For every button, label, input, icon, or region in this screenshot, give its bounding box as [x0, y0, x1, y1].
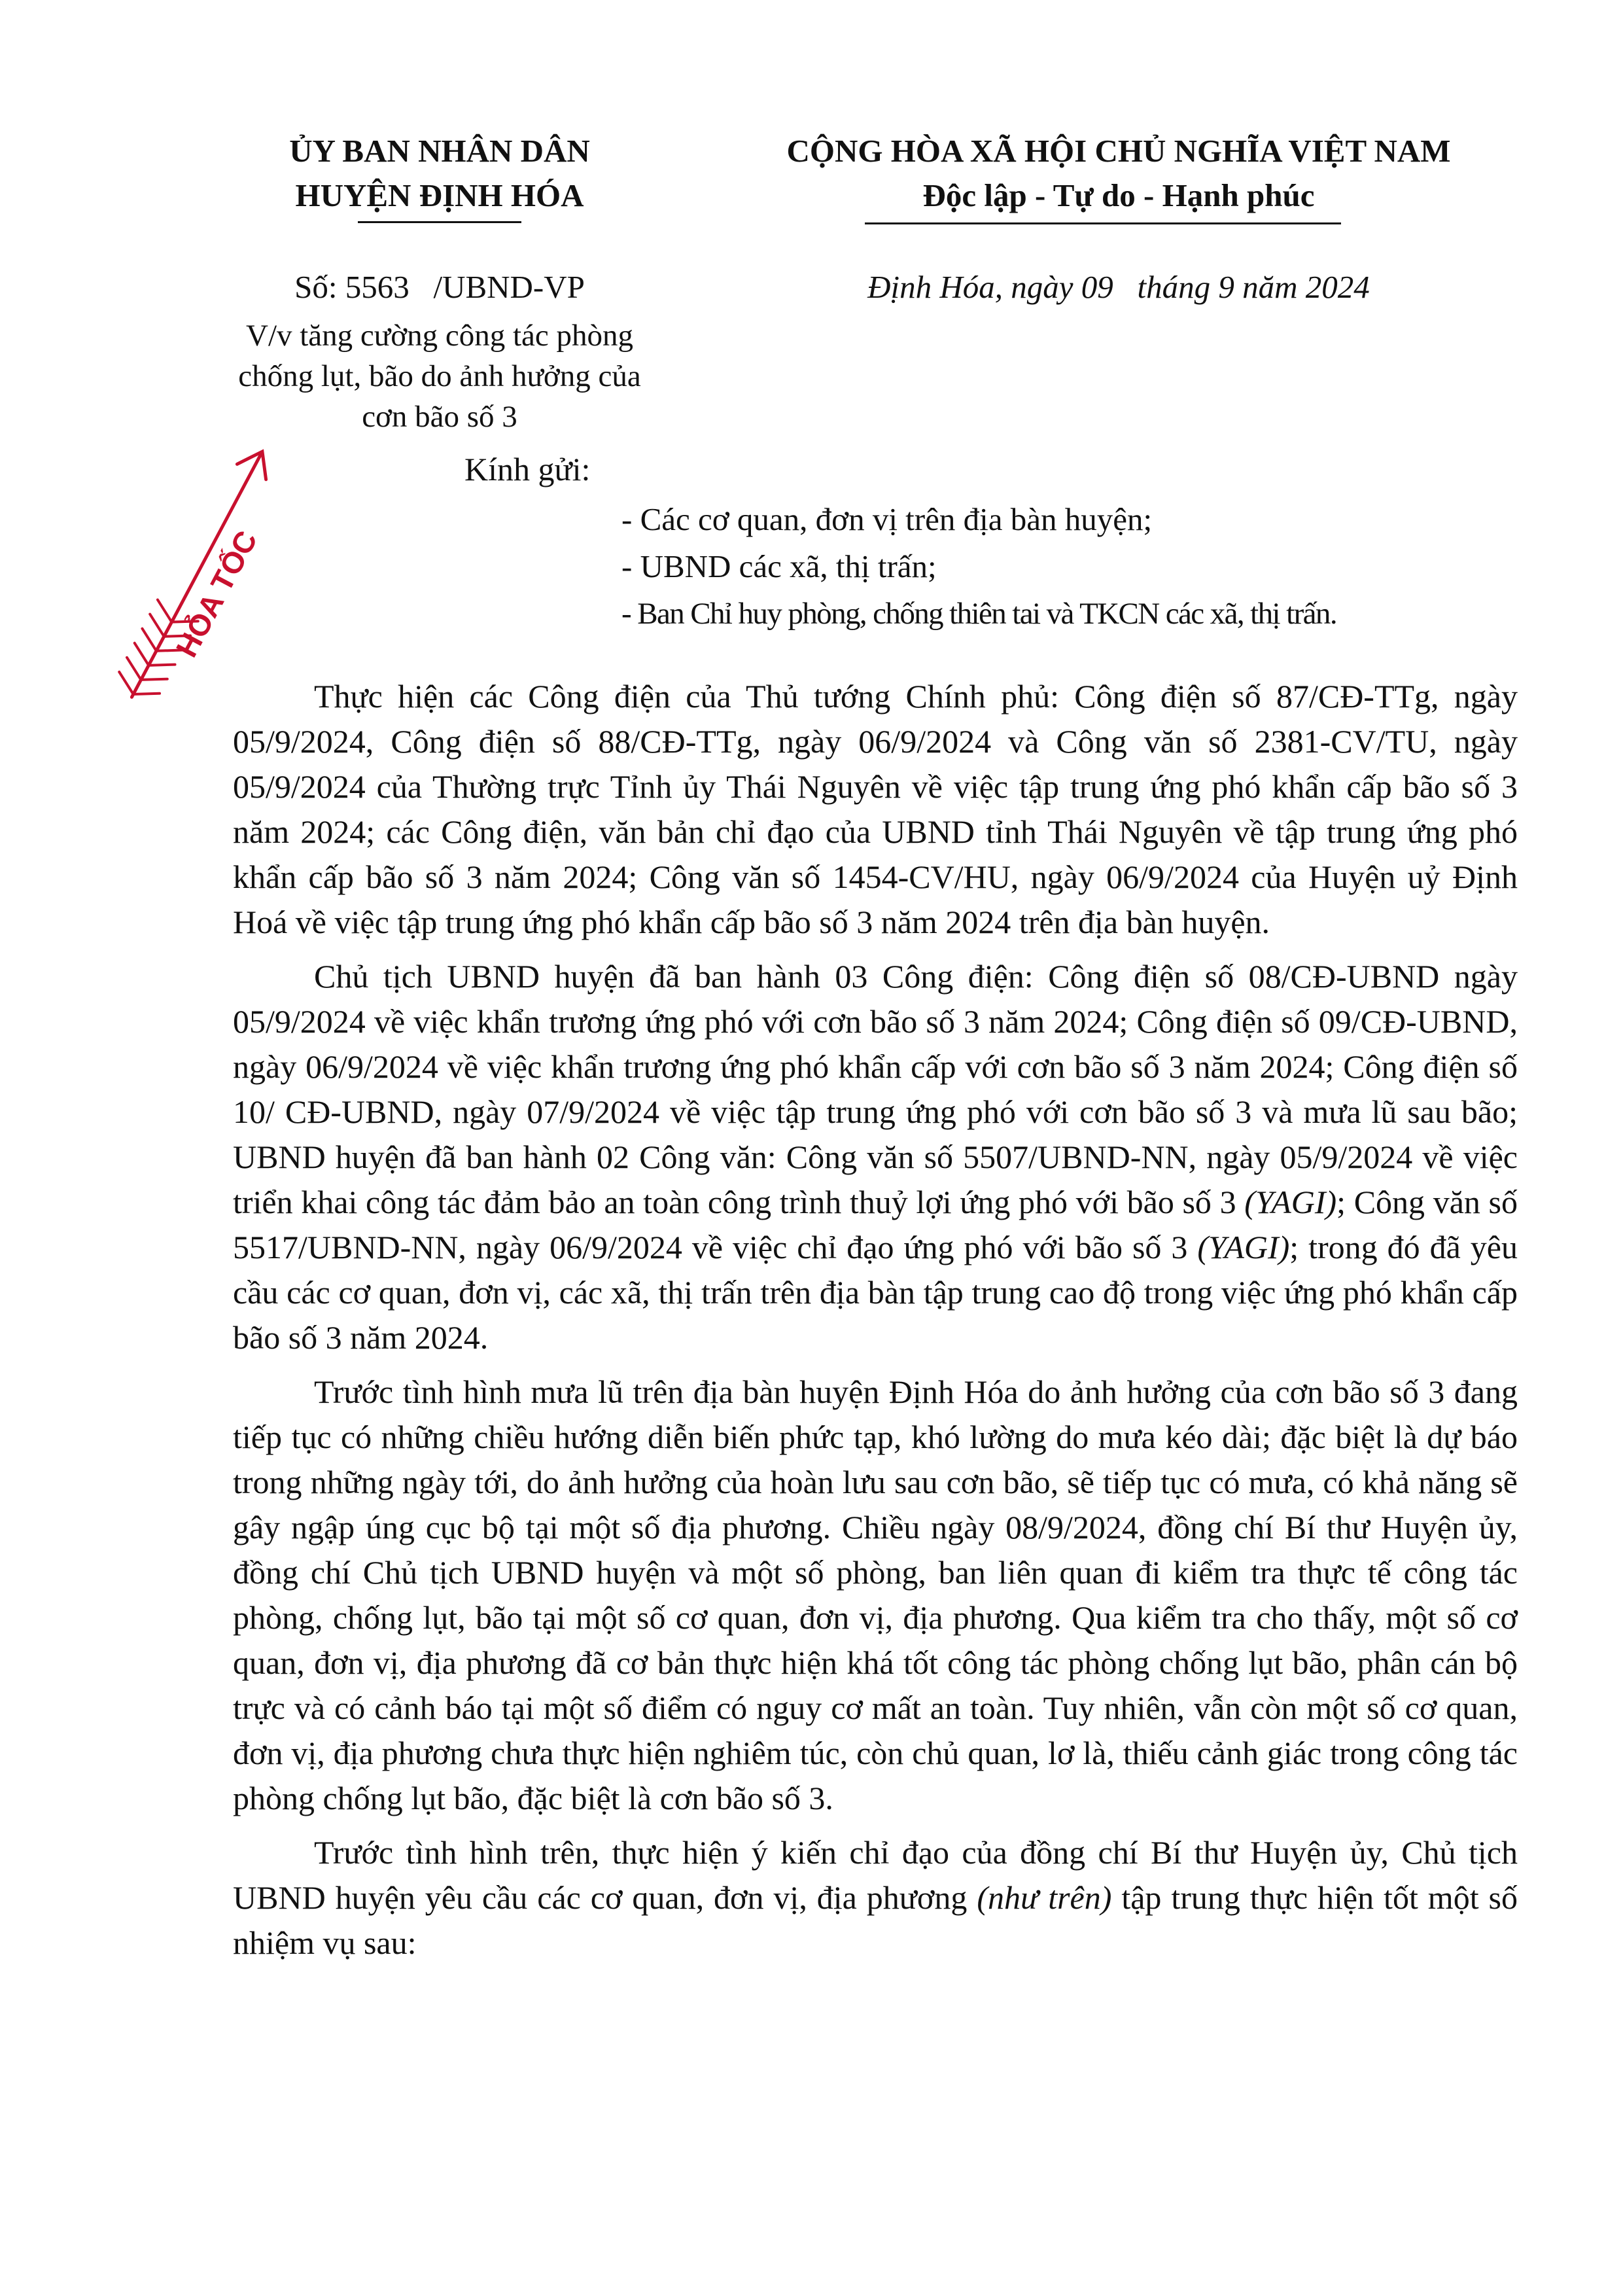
nation-title: CỘNG HÒA XÃ HỘI CHỦ NGHĨA VIỆT NAM: [786, 133, 1451, 169]
body-paragraph-1: Thực hiện các Công điện của Thủ tướng Chính phủ: Công điện số 87/CĐ-TTg, ngày 05/9/2024, Công điện số 88/CĐ-TTg, ngày 06/9/2024 và Công văn số 2381-CV/TU, ngày 05/9/2024 của Thường trực Tỉnh ủy Thái Nguyên về việc tập trung ứng phó khẩn cấp bão số 3 năm 2024; các Công điện, văn bản chỉ đạo của UBND tỉnh Thái Nguyên về tập trung ứng phó khẩn cấp bão số 3 năm 2024; Công văn số 1454-CV/HU, ngày 06/9/2024 của Huyện uỷ Định Hoá về việc tập trung ứng phó khẩn cấp bão số 3 năm 2024 trên địa bàn huyện.: [233, 678, 1518, 940]
paragraph-4-part-b: tập trung thực hiện tốt một số nhiệm vụ sau:: [233, 1879, 1518, 1961]
subject-line-1: V/v tăng cường công tác phòng: [246, 319, 633, 353]
subject-line-2: chống lụt, bão do ảnh hưởng của: [238, 359, 641, 393]
agency-underline: [358, 221, 521, 223]
recipient-item-3: - Ban Chỉ huy phòng, chống thiên tai và TKCN các xã, thị trấn.: [621, 597, 1336, 631]
recipient-item-2: - UBND các xã, thị trấn;: [621, 548, 937, 584]
motto-underline: [865, 222, 1341, 224]
storm-name-yagi: (YAGI): [1197, 1229, 1290, 1265]
recipients-label: Kính gửi:: [464, 451, 591, 487]
body-paragraph-4: [233, 1830, 1518, 1966]
recipient-item-1: - Các cơ quan, đơn vị trên địa bàn huyện;: [621, 501, 1153, 537]
paragraph-2-part-a: Chủ tịch UBND huyện đã ban hành 03 Công điện: Công điện số 08/CĐ-UBND ngày 05/9/2024 về việc khẩn trương ứng phó với cơn bão số 3 năm 2024; Công điện số 09/CĐ-UBND, ngày 06/9/2024 về việc khẩn trương ứng phó khẩn cấp với cơn bão số 3 năm 2024; Công điện số 10/ CĐ-UBND, ngày 07/9/2024 về việc tập trung ứng phó với cơn bão số 3 và mưa lũ sau bão; UBND huyện đã ban hành 02 Công văn: Công văn số 5507/UBND-NN, ngày 05/9/2024 về việc triển khai công tác đảm bảo an toàn công trình thuỷ lợi ứng phó với bão số 3: [233, 958, 1518, 1220]
paragraph-4-italic: (như trên): [977, 1879, 1112, 1916]
body-paragraph-2: [233, 954, 1518, 1360]
document-body: [233, 674, 1518, 1966]
paragraph-2-part-b: ; Công văn số 5517/UBND-NN, ngày 06/9/2024 về việc chỉ đạo ứng phó với bão số 3: [233, 1184, 1518, 1265]
paragraph-2-part-c: ; trong đó đã yêu cầu các cơ quan, đơn vị, các xã, thị trấn trên địa bàn tập trung cao độ trong việc ứng phó khẩn cấp bão số 3 năm 2024.: [233, 1229, 1518, 1356]
stamp-label: HỎA TỐC: [169, 525, 264, 663]
agency-name-line2: HUYỆN ĐỊNH HÓA: [295, 177, 584, 213]
agency-name-line1: ỦY BAN NHÂN DÂN: [289, 133, 590, 169]
nation-motto: Độc lập - Tự do - Hạnh phúc: [922, 177, 1315, 213]
document-number: Số: 5563 /UBND-VP: [294, 269, 585, 305]
body-paragraph-3: Trước tình hình mưa lũ trên địa bàn huyện Định Hóa do ảnh hưởng của cơn bão số 3 đang tiếp tục có những chiều hướng diễn biến phức tạp, khó lường do mưa kéo dài; đặc biệt là dự báo trong những ngày tới, do ảnh hưởng của hoàn lưu sau cơn bão, sẽ tiếp tục có mưa, có khả năng sẽ gây ngập úng cục bộ tại một số địa phương. Chiều ngày 08/9/2024, đồng chí Bí thư Huyện ủy, đồng chí Chủ tịch UBND huyện và một số phòng, ban liên quan đi kiểm tra thực tế công tác phòng, chống lụt, bão tại một số cơ quan, đơn vị, địa phương. Qua kiểm tra cho thấy, một số cơ quan, đơn vị, địa phương đã cơ bản thực hiện khá tốt công tác phòng chống lụt bão, phân cán bộ trực và có cảnh báo tại một số điểm có nguy cơ mất an toàn. Tuy nhiên, vẫn còn một số cơ quan, đơn vị, địa phương chưa thực hiện nghiêm túc, còn chủ quan, lơ là, thiếu cảnh giác trong công tác phòng chống lụt bão, đặc biệt là cơn bão số 3.: [233, 1373, 1518, 1816]
subject-line-3: cơn bão số 3: [362, 400, 517, 434]
place-and-date: Định Hóa, ngày 09 tháng 9 năm 2024: [867, 269, 1370, 305]
paragraph-4-part-a: Trước tình hình trên, thực hiện ý kiến chỉ đạo của đồng chí Bí thư Huyện ủy, Chủ tịch UBND huyện yêu cầu các cơ quan, đơn vị, địa phương: [233, 1834, 1518, 1916]
storm-name-yagi: (YAGI): [1244, 1184, 1337, 1220]
